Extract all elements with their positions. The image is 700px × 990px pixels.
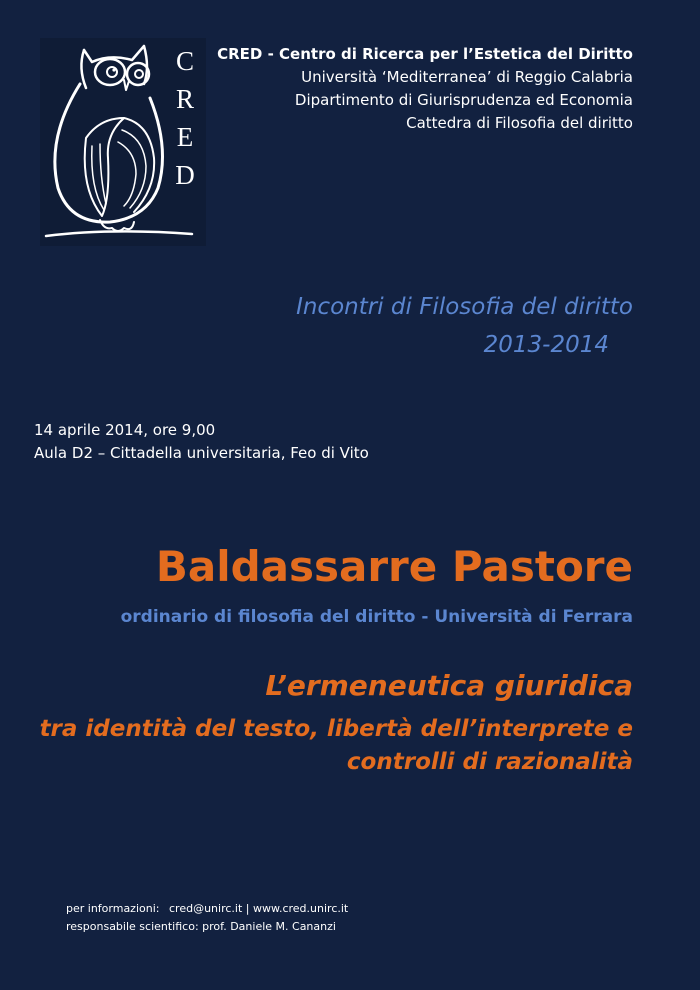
website-link[interactable]: www.cred.unirc.it xyxy=(252,902,349,915)
talk-subtitle xyxy=(40,713,633,779)
footer xyxy=(66,900,348,936)
institution-block xyxy=(217,43,633,135)
contact-email-link[interactable]: cred@unirc.it xyxy=(168,902,243,915)
logo-letter-r: R xyxy=(175,84,194,114)
event-details xyxy=(34,419,369,465)
logo-letter-d: D xyxy=(175,160,195,190)
talk-title: L’ermeneutica giuridica xyxy=(265,669,633,702)
talk-subtitle-line1: tra identità del testo, libertà dell’interprete e xyxy=(39,716,633,742)
series-title: Incontri di Filosofia del diritto xyxy=(296,294,633,320)
logo-letter-c: C xyxy=(175,46,194,76)
institution-name: CRED - Centro di Ricerca per l’Estetica del Diritto xyxy=(217,45,633,63)
series-block xyxy=(296,288,633,364)
contact-line xyxy=(66,900,348,918)
responsible-line: responsabile scientifico: prof. Daniele M. Cananzi xyxy=(66,920,336,933)
department-name: Dipartimento di Giurisprudenza ed Economia xyxy=(294,91,633,109)
logo-letter-e: E xyxy=(176,122,194,152)
speaker-name: Baldassarre Pastore xyxy=(155,542,633,591)
series-years: 2013-2014 xyxy=(483,332,609,358)
speaker-role: ordinario di filosofia del diritto - Università di Ferrara xyxy=(120,607,633,627)
university-name: Università ‘Mediterranea’ di Reggio Calabria xyxy=(301,68,633,86)
talk-subtitle-line2: controlli di razionalità xyxy=(346,749,633,775)
logo-letters xyxy=(170,42,200,194)
separator: | xyxy=(245,902,250,915)
info-label: per informazioni: xyxy=(66,902,160,915)
chair-name: Cattedra di Filosofia del diritto xyxy=(406,114,633,132)
event-location: Aula D2 – Cittadella universitaria, Feo di Vito xyxy=(34,444,369,462)
cred-logo xyxy=(40,38,206,246)
event-date-time: 14 aprile 2014, ore 9,00 xyxy=(34,421,216,439)
